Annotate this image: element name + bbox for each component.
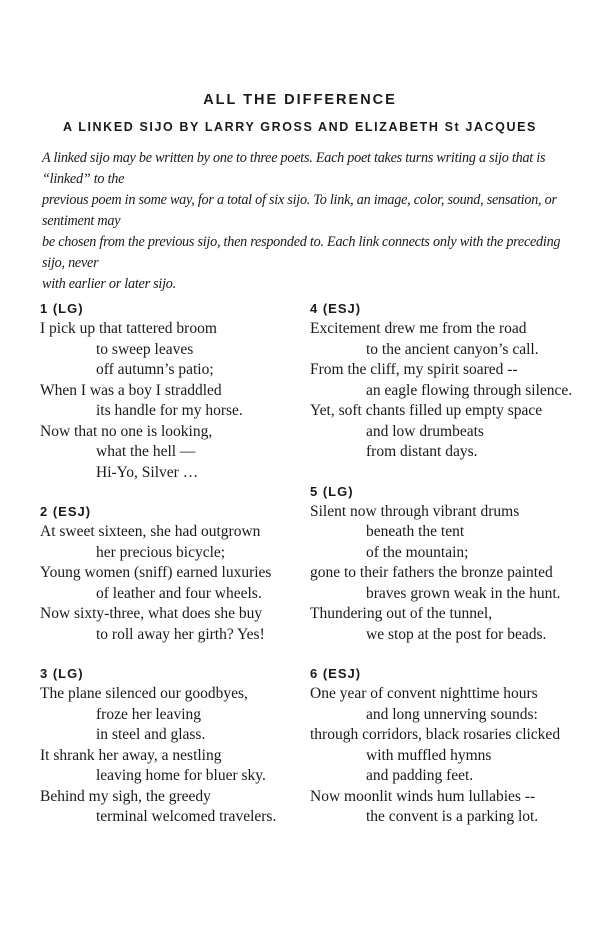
poem-line: froze her leaving [96,705,201,723]
poem-line: Thundering out of the tunnel, [310,605,493,622]
poem-line: terminal welcomed travelers. [96,808,277,825]
poem-line: leaving home for bluer sky. [96,767,266,784]
poem-line: the convent is a parking lot. [366,808,539,825]
poem-line: to sweep leaves [96,340,194,358]
poem-line: I pick up that tattered broom [40,320,217,337]
poem-line: of the mountain; [366,543,469,561]
poem-line: When I was a boy I straddled [40,381,222,399]
poem-3 [40,663,320,828]
poem-heading: 6 (ESJ) [310,666,362,681]
poem-line: At sweet sixteen, she had outgrown [40,523,261,540]
poem-heading: 5 (LG) [310,483,354,499]
poem-heading: 4 (ESJ) [310,301,362,316]
page-subtitle: A LINKED SIJO BY LARRY GROSS AND ELIZABETH St JACQUES [63,120,537,134]
poem-line: gone to their fathers the bronze painted [310,564,553,581]
poem-heading: 1 (LG) [40,301,84,316]
poem-line: its handle for my horse. [96,402,243,419]
poem-line: Silent now through vibrant drums [310,502,520,520]
poem-line: beneath the tent [366,523,465,540]
poem-1 [40,298,320,483]
poem-heading: 2 (ESJ) [40,504,92,519]
left-column [40,298,320,846]
poem-line: of leather and four wheels. [96,584,262,602]
page-title: ALL THE DIFFERENCE [203,92,397,108]
intro-line: previous poem in some way, for a total of six sijo. To link, an image, color, sound, sensation, or sentiment may [42,192,557,229]
intro-line: with earlier or later sijo. [42,276,176,292]
poem-line: Excitement drew me from the road [310,320,527,337]
poem-line: Young women (sniff) earned luxuries [40,564,272,581]
poem-line: Now that no one is looking, [40,422,213,440]
poem-heading: 3 (LG) [40,666,84,681]
poem-6 [310,663,590,828]
poem-5 [310,481,590,646]
poem-line: and low drumbeats [366,422,484,440]
poem-line: and long unnerving sounds: [366,705,538,723]
poem-line: Now moonlit winds hum lullabies -- [310,787,536,805]
poem-line: The plane silenced our goodbyes, [40,685,248,702]
poem-line: Now sixty-three, what does she buy [40,605,263,622]
poem-line: Behind my sigh, the greedy [40,787,211,805]
poem-line: Yet, soft chants filled up empty space [310,402,543,419]
poem-line: with muffled hymns [366,746,492,764]
poem-line: It shrank her away, a nestling [40,746,222,764]
poem-line: Hi-Yo, Silver … [96,463,199,481]
poem-line: and padding feet. [366,767,474,784]
poem-2 [40,501,320,645]
poem-4 [310,298,590,463]
poem-line: From the cliff, my spirit soared -- [310,361,518,378]
poem-line: to roll away her girth? Yes! [96,625,265,643]
poem-line: braves grown weak in the hunt. [366,584,561,602]
poem-line: her precious bicycle; [96,543,226,561]
poem-line: through corridors, black rosaries clicked [310,726,561,743]
intro-line: A linked sijo may be written by one to three poets. Each poet takes turns writing a sijo that is “linked” to the [42,150,546,187]
poem-line: to the ancient canyon’s call. [366,340,539,358]
intro-paragraph [42,148,562,295]
poem-line: an eagle flowing through silence. [366,381,573,399]
poem-line: One year of convent nighttime hours [310,685,538,702]
poem-line: we stop at the post for beads. [366,625,547,643]
poem-line: off autumn’s patio; [96,361,214,378]
intro-line: be chosen from the previous sijo, then responded to. Each link connects only with the preceding sijo, never [42,234,561,271]
right-column [310,298,590,846]
poem-line: in steel and glass. [96,726,206,743]
poem-line: what the hell — [96,443,196,460]
poem-line: from distant days. [366,443,478,460]
